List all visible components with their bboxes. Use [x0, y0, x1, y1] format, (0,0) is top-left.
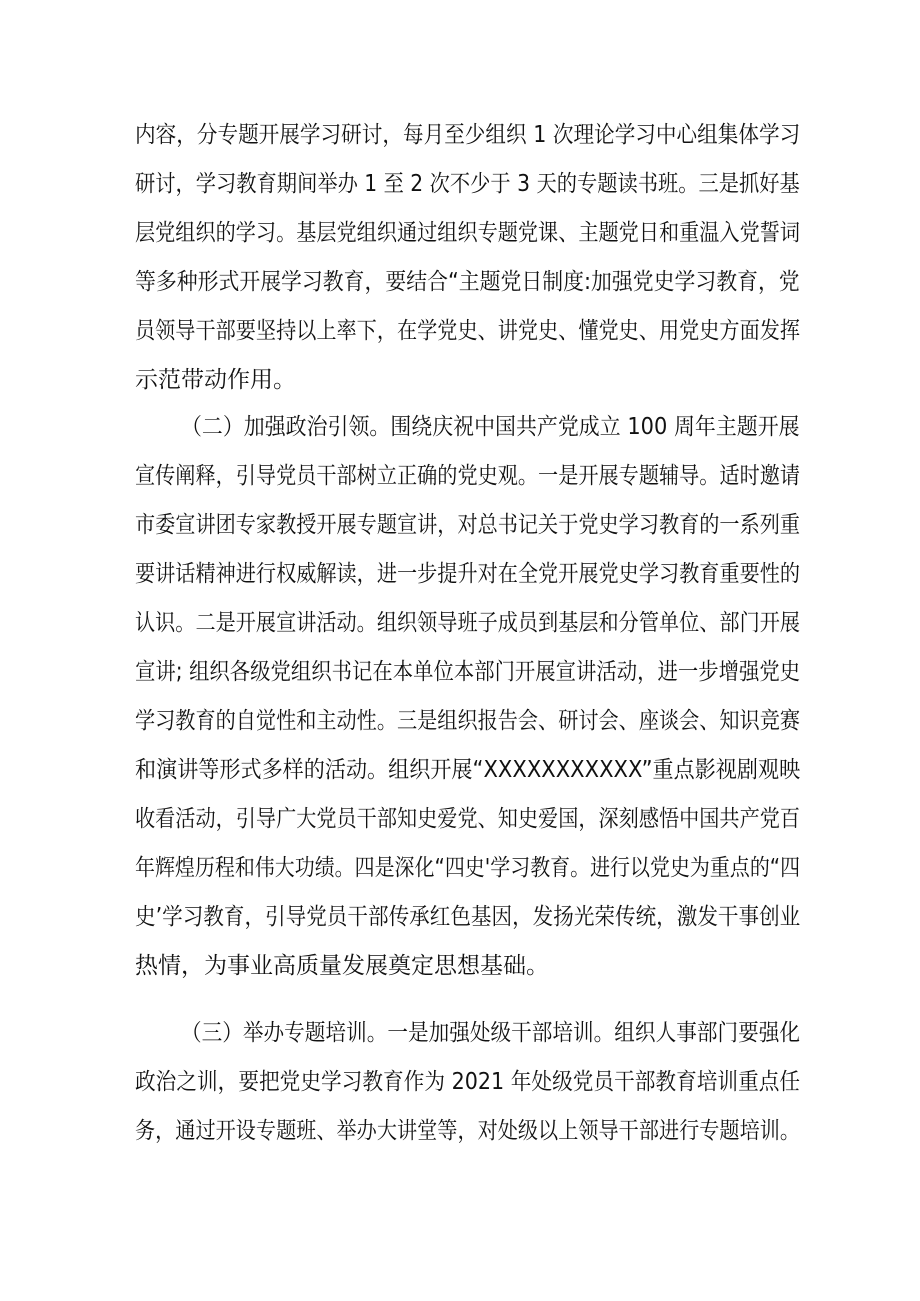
paragraph-1-line-3: 层党组织的学习。基层党组织通过组织专题党课、主题党日和重温入党誓词 [135, 220, 801, 246]
paragraph-2-line-6: 宣讲; 组织各级党组织书记在本单位本部门开展宣讲活动，进一步增强党史 [135, 659, 801, 685]
paragraph-2-line-5: 认识。二是开展宣讲活动。组织领导班子成员到基层和分管单位、部门开展 [135, 610, 801, 636]
paragraph-1-line-4: 等多种形式开展学习教育，要结合“主题党日制度:加强党史学习教育，党 [135, 269, 800, 295]
paragraph-2-line-12: 热情，为事业高质量发展奠定思想基础。 [135, 953, 549, 979]
paragraph-2-line-1: （二）加强政治引领。围绕庆祝中国共产党成立 100 周年主题开展 [181, 414, 800, 440]
paragraph-2-line-8: 和演讲等形式多样的活动。组织开展“XXXXXXXXXXX”重点影视剧观映 [135, 757, 801, 783]
paragraph-2-line-11: 史’学习教育，引导党员干部传承红色基因，发扬光荣传统，激发干事创业 [135, 904, 801, 930]
paragraph-3-line-2: 政治之训，要把党史学习教育作为 2021 年处级党员干部教育培训重点任 [135, 1069, 801, 1095]
paragraph-3-line-1: （三）举办专题培训。一是加强处级干部培训。组织人事部门要强化 [181, 1020, 800, 1046]
paragraph-3-line-3: 务，通过开设专题班、举办大讲堂等，对处级以上领导干部进行专题培训。 [135, 1118, 801, 1144]
paragraph-1-line-1: 内容，分专题开展学习研讨，每月至少组织 1 次理论学习中心组集体学习 [135, 122, 801, 148]
paragraph-2-line-2: 宣传阐释，引导党员干部树立正确的党史观。一是开展专题辅导。适时邀请 [135, 463, 801, 489]
paragraph-2-line-10: 年辉煌历程和伟大功绩。四是深化“四史'学习教育。进行以党史为重点的“四 [135, 855, 801, 881]
paragraph-2-line-3: 市委宣讲团专家教授开展专题宣讲，对总书记关于党史学习教育的一系列重 [135, 512, 801, 538]
paragraph-2-line-4: 要讲话精神进行权威解读，进一步提升对在全党开展党史学习教育重要性的 [135, 561, 801, 587]
paragraph-1-line-6: 示范带动作用。 [135, 367, 296, 393]
paragraph-1-line-5: 员领导干部要坚持以上率下，在学党史、讲党史、懂党史、用党史方面发挥 [135, 318, 801, 344]
paragraph-2-line-9: 收看活动，引导广大党员干部知史爱党、知史爱国，深刻感悟中国共产党百 [135, 806, 801, 832]
paragraph-2-line-7: 学习教育的自觉性和主动性。三是组织报告会、研讨会、座谈会、知识竞赛 [135, 708, 801, 734]
paragraph-1-line-2: 研讨，学习教育期间举办 1 至 2 次不少于 3 天的专题读书班。三是抓好基 [135, 171, 800, 197]
